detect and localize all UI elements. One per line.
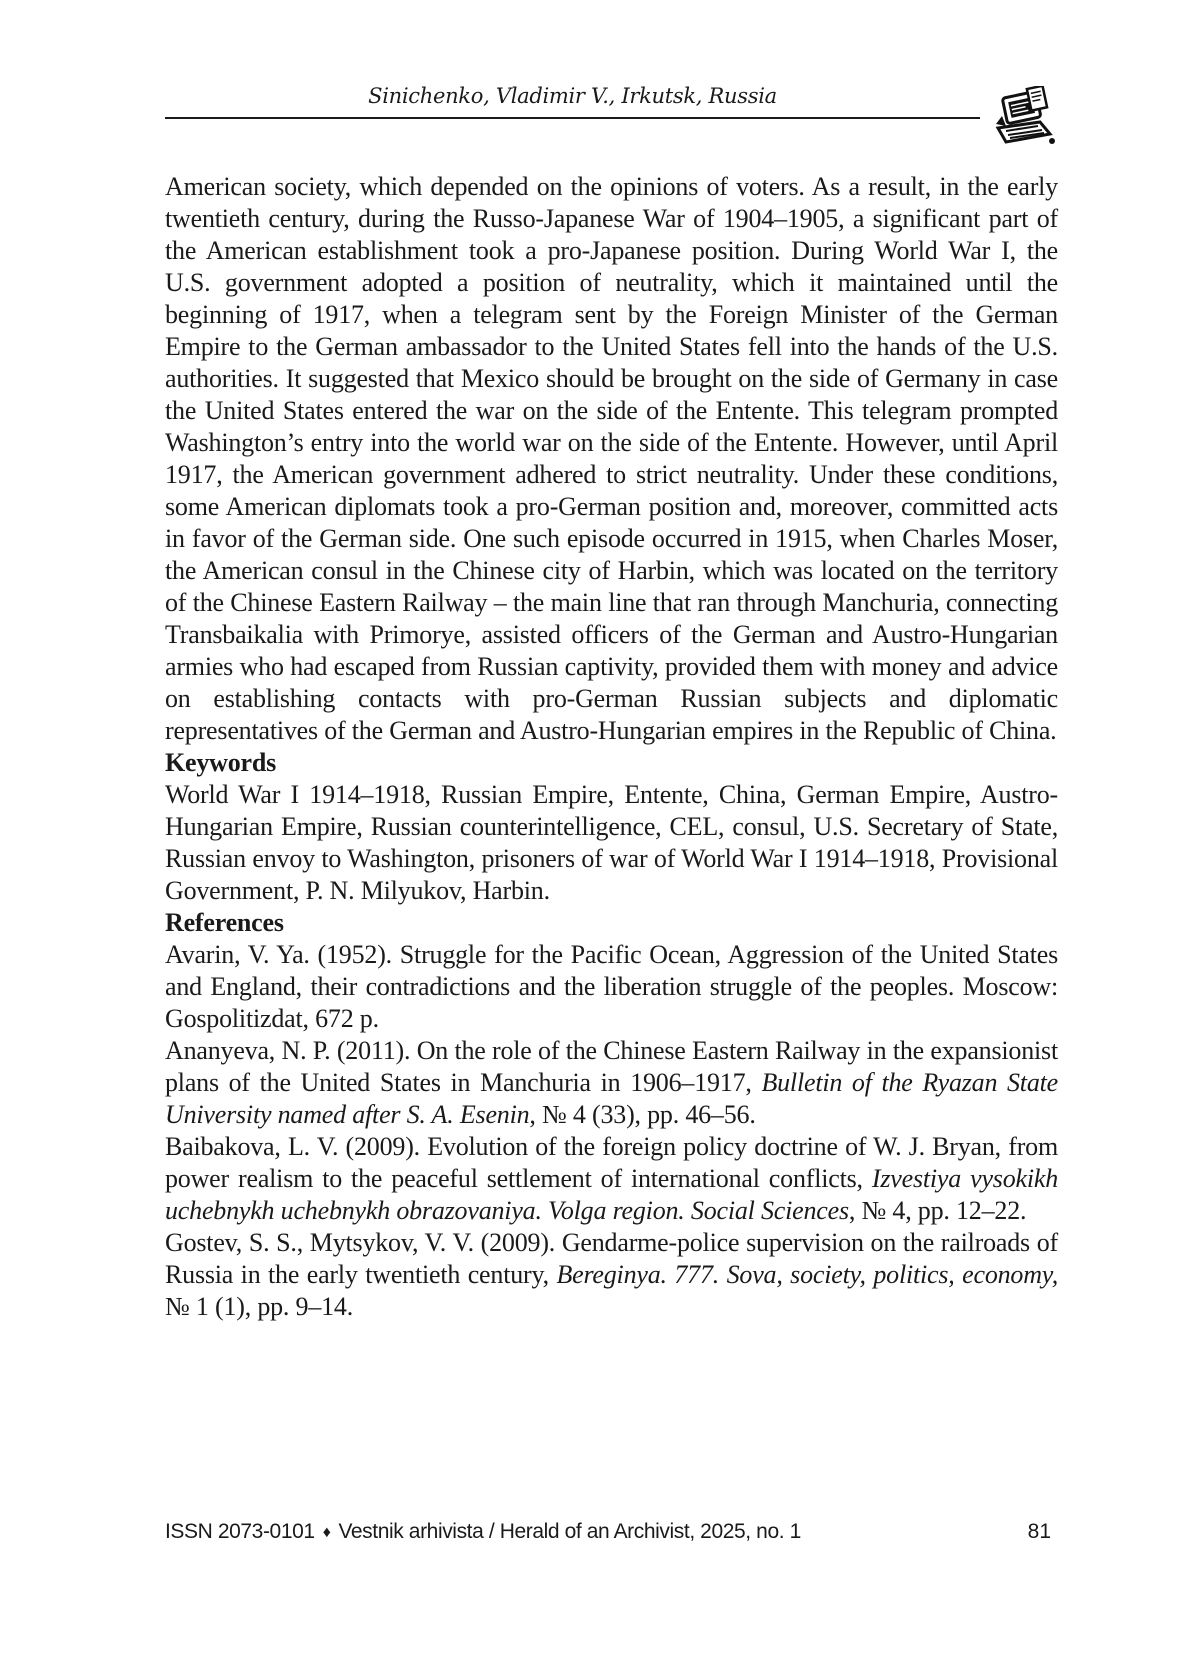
header-rule — [165, 117, 980, 119]
reference-item: Baibakova, L. V. (2009). Evolution of the foreign policy doctrine of W. J. Bryan, from power realism to the peaceful settlement of international conflicts, Izvestiya vysokikh uchebnykh uchebnykh obrazovaniya. Volga region. Social Sciences, № 4, pp. 12–22. — [165, 1132, 1058, 1225]
abstract-paragraph: American society, which depended on the opinions of voters. As a result, in the early twentieth century, during the Russo-Japanese War of 1904–1905, a significant part of the American establishment took a pro-Japanese position. During World War I, the U.S. government adopted a position of neutrality, which it maintained until the beginning of 1917, when a telegram sent by the Foreign Minister of the German Empire to the German ambassador to the United States fell into the hands of the U.S. authorities. It suggested that Mexico should be brought on the side of Germany in case the United States entered the war on the side of the Entente. This telegram prompted Washington’s entry into the world war on the side of the Entente. However, until April 1917, the American government adhered to strict neutrality. Under these conditions, some American diplomats took a pro-German position and, moreover, committed acts in favor of the German side. One such episode occurred in 1915, when Charles Moser, the American consul in the Chinese city of Harbin, which was located on the territory of the Chinese Eastern Railway – the main line that ran through Manchuria, connecting Transbaikalia with Primorye, assisted officers of the German and Austro-Hungarian armies who had escaped from Russian captivity, provided them with money and advice on establishing contacts with pro-German Russian subjects and diplomatic representatives of the German and Austro-Hungarian empires in the Republic of China. — [165, 172, 1058, 745]
journal-title: Bulletin of the Ryazan State University named after S. A. Esenin — [165, 1068, 1058, 1129]
issn: ISSN 2073-0101 — [165, 1520, 315, 1543]
journal-title: Izvestiya vysokikh uchebnykh uchebnykh obrazovaniya. Volga region. Social Sciences — [165, 1164, 1058, 1225]
journal-name: Vestnik arhivista / Herald of an Archivist, 2025, no. 1 — [338, 1520, 801, 1543]
diamond-separator-icon: ♦ — [322, 1524, 331, 1541]
page-number: 81 — [1027, 1520, 1051, 1543]
journal-citation — [165, 1520, 801, 1544]
references-heading: References — [165, 908, 284, 937]
reference-item: Avarin, V. Ya. (1952). Struggle for the Pacific Ocean, Aggression of the United States and England, their contradictions and the liberation struggle of the peoples. Moscow: Gospolitizdat, 672 p. — [165, 940, 1058, 1033]
keywords-paragraph: World War I 1914–1918, Russian Empire, Entente, China, German Empire, Austro-Hungarian Empire, Russian counterintelligence, CEL, consul, U.S. Secretary of State, Russian envoy to Washington, prisoners of war of World War I 1914–1918, Provisional Government, P. N. Milyukov, Harbin. — [165, 780, 1058, 905]
reference-item: Gostev, S. S., Mytsykov, V. V. (2009). Gendarme-police supervision on the railroads of Russia in the early twentieth century, Bereginya. 777. Sova, society, politics, economy, № 1 (1), pp. 9–14. — [165, 1228, 1059, 1321]
journal-title: Bereginya. 777. Sova, society, politics, economy, — [556, 1260, 1059, 1289]
running-title: Sinichenko, Vladimir V., Irkutsk, Russia — [368, 84, 777, 108]
article-body — [165, 171, 1058, 1323]
computer-keyboard-icon — [992, 86, 1058, 148]
reference-item: Ananyeva, N. P. (2011). On the role of the Chinese Eastern Railway in the expansionist plans of the United States in Manchuria in 1906–1917, Bulletin of the Ryazan State University named after S. A. Esenin, № 4 (33), pp. 46–56. — [165, 1036, 1058, 1129]
keywords-heading: Keywords — [165, 748, 277, 777]
